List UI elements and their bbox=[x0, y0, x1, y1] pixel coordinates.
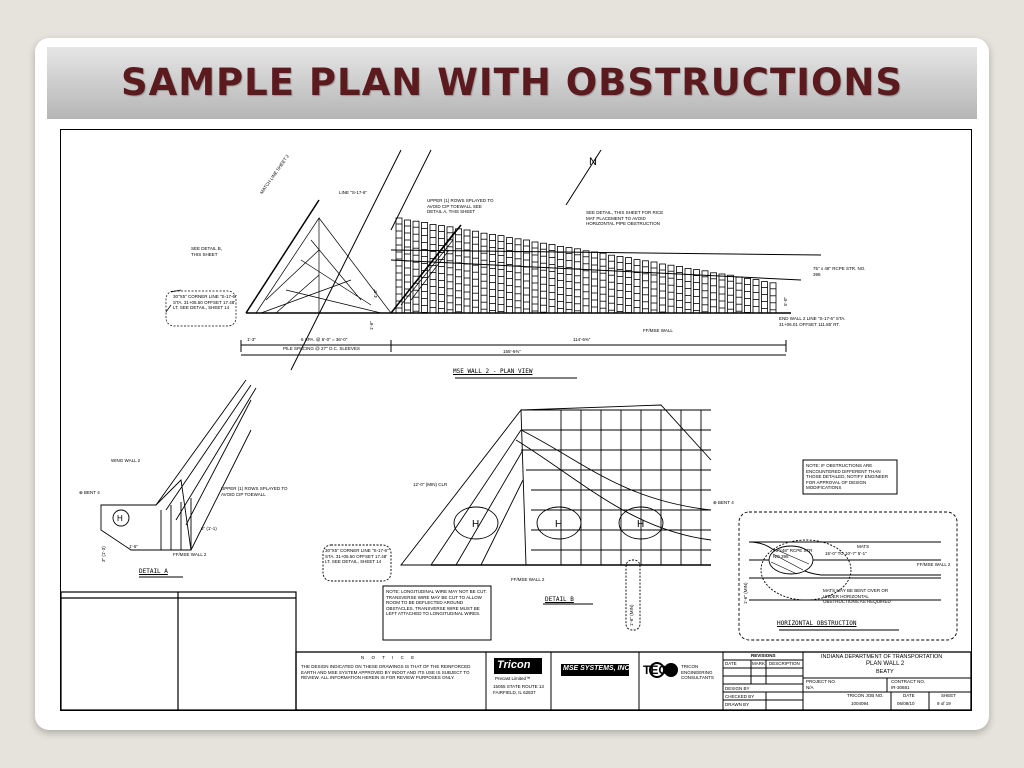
design-by: DESIGN BY bbox=[725, 686, 750, 691]
bent-label-a: ⊕ BENT 4 bbox=[79, 490, 100, 495]
date-label: DATE bbox=[903, 693, 915, 698]
rev-col-description: DESCRIPTION bbox=[769, 661, 800, 666]
title-bar bbox=[47, 47, 977, 119]
project-name: BEATY bbox=[876, 669, 894, 675]
svg-text:H: H bbox=[555, 519, 563, 530]
north-arrow-icon: N bbox=[589, 156, 597, 168]
ho-dim2: 15'-0" TO 10'-7" 5'-1" bbox=[825, 551, 867, 556]
mse-logo: MSE SYSTEMS, INC. bbox=[563, 665, 632, 672]
note-box: NOTE: IF OBSTRUCTIONS ARE ENCOUNTERED DIFFERENT THAN THOSE DETAILED, NOTIFY ENGINEER FOR APPROVAL OF DESIGN MODIFICATIONS bbox=[806, 463, 889, 490]
dim-label-6: 4'-0" bbox=[373, 289, 378, 298]
mats-note: MATS MAY BE BENT OVER OR UNDER HORIZONTAL OBSTRUCTIONS AS REQUIRED bbox=[823, 588, 891, 604]
ff-wall-label: FF/MSE WALL bbox=[643, 328, 673, 333]
detail-b-title: DETAIL B bbox=[545, 596, 574, 603]
ho-dim: 1'-6" (MIN) bbox=[743, 582, 748, 604]
dim-label-1: 1'-3" bbox=[247, 337, 256, 342]
svg-text:H: H bbox=[117, 514, 123, 523]
contract-value: IR-30681 bbox=[891, 685, 910, 690]
svg-text:H: H bbox=[472, 519, 480, 530]
detail-b-bent: ⊕ BENT 4 bbox=[713, 500, 734, 505]
tricon-sub: Precast Limited™ bbox=[495, 676, 531, 681]
ff-wall-label-a: FF/MSE WALL 2 bbox=[173, 552, 207, 557]
wing-wall-label: WING WALL 2 bbox=[111, 458, 141, 463]
contract-label: CONTRACT NO. bbox=[891, 679, 926, 684]
job-value: 1004094 bbox=[851, 701, 869, 706]
upper-strips-note: UPPER (1) ROWS SPLAYED TO AVOID CIP TOEWALL SEE DETAIL A, THIS SHEET bbox=[427, 198, 494, 214]
ho-ff-wall: FF/MSE WALL 2 bbox=[917, 562, 951, 567]
project-value: N/A bbox=[806, 685, 814, 690]
detail-b-corner: 30"X5" CORNER LINE "S-17-6" STA. 31+05.50 OFFSET 17.48' LT. SEE DETAIL, SHEET 14 bbox=[325, 548, 389, 564]
dim-label-8: 5'-0" bbox=[783, 297, 788, 306]
pipe-label: 75"x48" RCPE STR NO 395 bbox=[773, 548, 813, 559]
tricon-logo: Tricon bbox=[497, 659, 531, 671]
end-wall-label: END WALL 2 LINE "S-17-6" STA. 31+06.01 OFFSET 111.85' RT. bbox=[779, 316, 846, 327]
detail-b-pile-dim: 1'-6" (MIN) bbox=[629, 604, 634, 626]
rev-col-mark: MARK bbox=[752, 661, 766, 666]
checked-by: CHECKED BY bbox=[725, 694, 755, 699]
see-detail-b-note: SEE DETAIL B, THIS SHEET bbox=[191, 246, 223, 257]
date-value: 06/08/10 bbox=[897, 701, 915, 706]
slide-title: SAMPLE PLAN WITH OBSTRUCTIONS bbox=[120, 61, 904, 104]
engineering-drawing-sheet bbox=[60, 129, 972, 711]
pipe-size-label: 75" x 48" RCPE STR. NO. 395 bbox=[813, 266, 866, 277]
tec-sub: TRICON ENGINEERING CONSULTANTS bbox=[681, 664, 714, 680]
dim-b: 1'-6" bbox=[129, 544, 138, 549]
tricon-address: 15055 STATE ROUTE 13 FAIRFIELD, IL 62837 bbox=[493, 684, 544, 695]
rev-col-date: DATE bbox=[725, 661, 737, 666]
ho-mats-label: MATS bbox=[857, 544, 870, 549]
detail-b-ff-wall: FF/MSE WALL 2 bbox=[511, 577, 545, 582]
dim-label-5: PILE SPACING @ 27" O.C. SLEEVES bbox=[283, 346, 360, 351]
upper-rows-label: UPPER (1) ROWS SPLAYED TO AVOID CIP TOEWALL bbox=[221, 486, 288, 497]
sheet-label: SHEET bbox=[941, 693, 957, 698]
pipe-callout: SEE DETAIL, THIS SHEET FOR RICE MAT PLACEMENT TO AVOID HORIZONTAL PIPE OBSTRUCTION bbox=[586, 210, 664, 226]
dim-label-7: 1'-6" bbox=[369, 321, 374, 330]
dim-c: 3" (1'-3) bbox=[101, 546, 106, 562]
sheet-title: PLAN WALL 2 bbox=[866, 661, 905, 667]
job-label: TRICON JOB NO. bbox=[847, 693, 884, 698]
detail-b-note: NOTE: LONGITUDINAL WIRE MAY NOT BE CUT. TRANSVERSE WIRE MAY BE CUT TO ALLOW ROOM TO BE DEFLECTED AROUND OBSTACLES. TRANSVERSE WIRE MUST BE LEFT ATTACHED TO LONGITUDINAL WIRES. bbox=[386, 589, 487, 616]
detail-a-title: DETAIL A bbox=[139, 568, 168, 575]
dim-label-4: 155'-6⅜" bbox=[503, 349, 521, 354]
notice-text: THE DESIGN INDICATED ON THESE DRAWINGS IS THAT OF THE REINFORCED EARTH AND MSE SYSTEM APPROVED BY INDOT AND ITS USE IS SUBJECT TO REVIEW. ALL INFORMATION HEREIN IS FOR REVIEW PURPOSES ONLY. bbox=[301, 664, 471, 680]
plan-view-title: MSE WALL 2 - PLAN VIEW bbox=[453, 368, 533, 375]
dim-a: 6" (1'-1) bbox=[201, 526, 217, 531]
dim-label-3: 114'-6⅜" bbox=[573, 337, 591, 342]
svg-text:H: H bbox=[637, 519, 645, 530]
tec-logo: TEC bbox=[643, 663, 667, 677]
horizontal-obstruction-title: HORIZONTAL OBSTRUCTION bbox=[777, 620, 857, 627]
line-label: LINE "S-17-6" bbox=[339, 190, 367, 195]
match-line-label: MATCH LINE SHEET 2 bbox=[259, 153, 290, 195]
project-label: PROJECT NO. bbox=[806, 679, 837, 684]
sheet-value: 9 of 19 bbox=[937, 701, 951, 706]
detail-b-dim: 12'-0" (MIN) CLR bbox=[413, 482, 448, 487]
corner-callout: 30"X5" CORNER LINE "S-17-6" STA. 31+05.50 OFFSET 17.48' LT. SEE DETAIL, SHEET 14 bbox=[173, 294, 237, 310]
revisions-heading: REVISIONS bbox=[751, 653, 776, 658]
agency-name: INDIANA DEPARTMENT OF TRANSPORTATION bbox=[821, 654, 943, 660]
drawn-by: DRAWN BY bbox=[725, 702, 750, 707]
dim-label-2: 6 SPA. @ 6'-0" = 36'-0" bbox=[301, 337, 348, 342]
notice-heading: N O T I C E bbox=[361, 655, 418, 660]
